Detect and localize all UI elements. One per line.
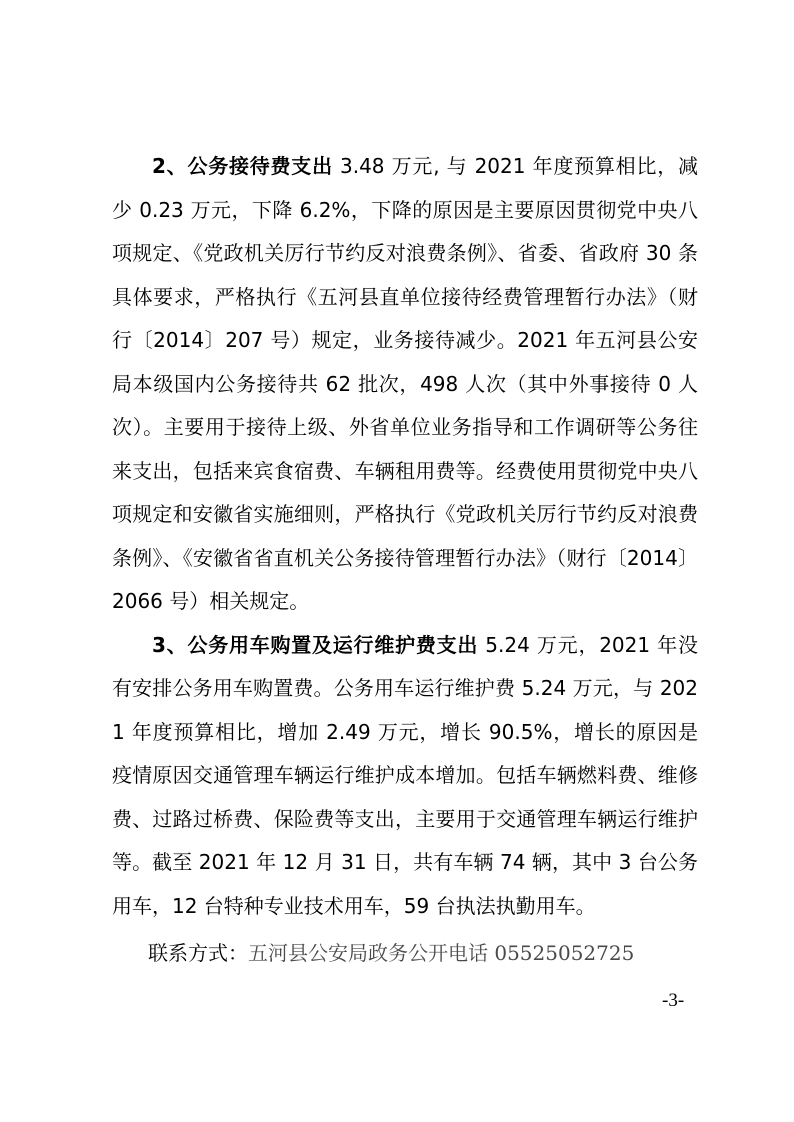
- contact-info: 五河县公安局政务公开电话 05525052725: [248, 941, 635, 965]
- contact-label: 联系方式：: [148, 941, 248, 965]
- reception-expense-text: 3.48 万元, 与 2021 年度预算相比，减少 0.23 万元，下降 6.2%，下降的原因是主要原因贯彻党中央八项规定、《党政机关厉行节约反对浪费条例》、省委、省政府 30 条具体要求，严格执行《五河县直单位接待经费管理暂行办法》（财行〔2014〕207 号）规定，业务接待减少。2021 年五河县公安局本级国内公务接待共 62 批次，498 人次（其中外事接待 0 人次）。主要用于接待上级、外省单位业务指导和工作调研等公务往来支出，包括来宾食宿费、车辆租用费等。经费使用贯彻党中央八项规定和安徽省实施细则，严格执行《党政机关厉行节约反对浪费条例》、《安徽省省直机关公务接待管理暂行办法》（财行〔2014〕2066 号）相关规定。: [112, 154, 698, 613]
- page-number: -3-: [662, 990, 685, 1011]
- reception-expense-heading: 2、公务接待费支出: [152, 154, 333, 178]
- document-body: [112, 145, 698, 928]
- vehicle-expense-heading: 3、公务用车购置及运行维护费支出: [152, 632, 479, 657]
- contact-line: [148, 938, 708, 968]
- reception-expense-paragraph: [112, 145, 698, 624]
- vehicle-expense-text: 5.24 万元，2021 年没有安排公务用车购置费。公务用车运行维护费 5.24 万元，与 2021 年度预算相比，增加 2.49 万元，增长 90.5%，增长的原因是疫情原因交通管理车辆运行维护成本增加。包括车辆燃料费、维修费、过路过桥费、保险费等支出，主要用于交通管理车辆运行维护等。截至 2021 年 12 月 31 日，共有车辆 74 辆，其中 3 台公务用车，12 台特种专业技术用车，59 台执法执勤用车。: [112, 632, 698, 918]
- vehicle-expense-paragraph: [112, 624, 698, 929]
